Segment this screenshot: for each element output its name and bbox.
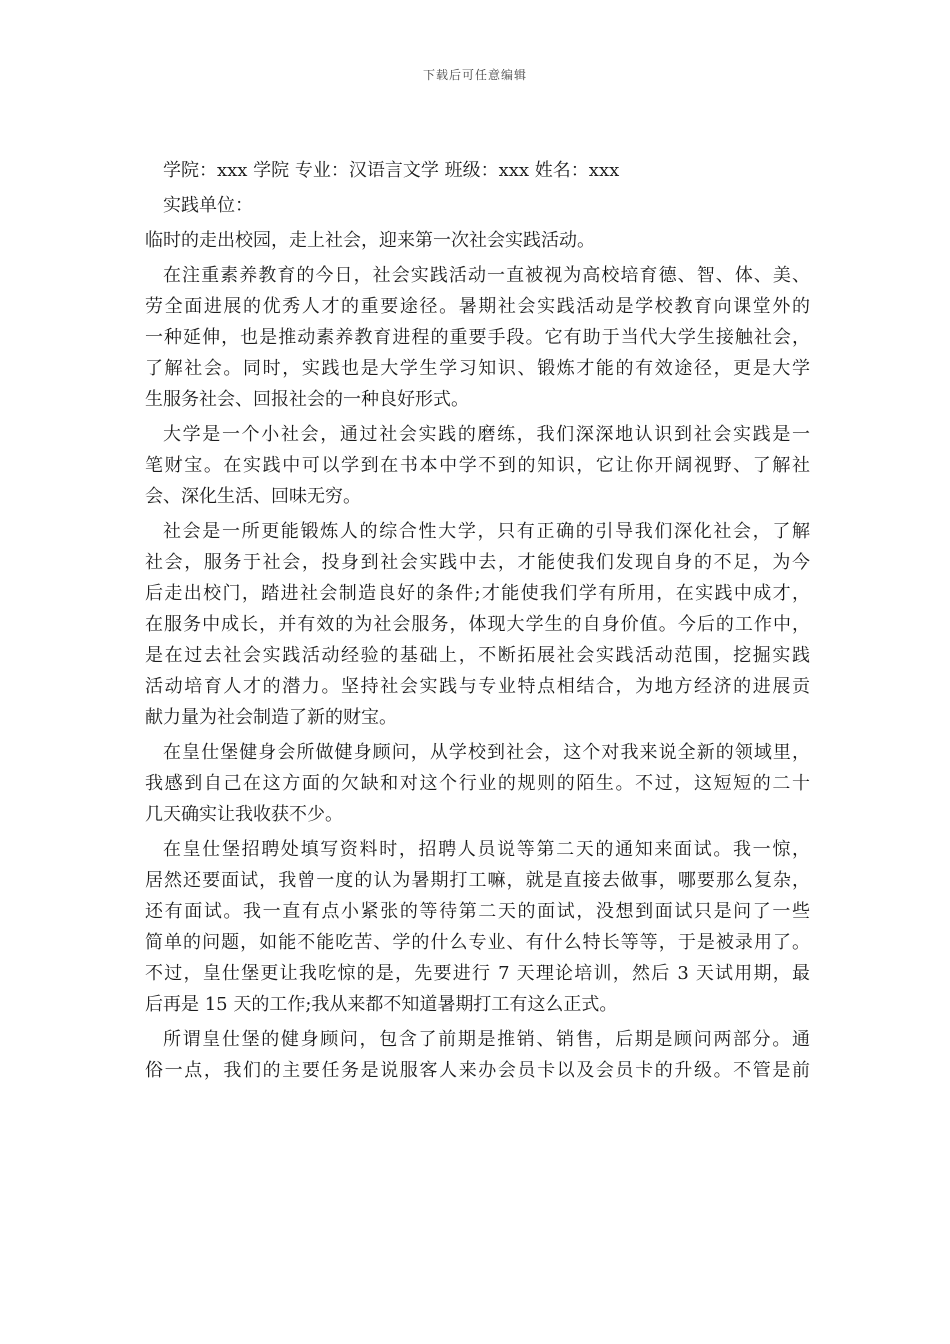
- text-line: 在注重素养教育的今日，社会实践活动一直被视为高校培育德、智、体、美、: [163, 265, 810, 286]
- paragraph-5: [145, 834, 810, 1020]
- text-line: 劳全面进展的优秀人才的重要途径。暑期社会实践活动是学校教育向课堂外的: [145, 296, 810, 317]
- text-line: 所谓皇仕堡的健身顾问，包含了前期是推销、销售，后期是顾问两部分。通: [163, 1029, 810, 1050]
- text-line: 献力量为社会制造了新的财宝。: [145, 707, 397, 728]
- paragraph-4: [145, 737, 810, 830]
- text-line: 还有面试。我一直有点小紧张的等待第二天的面试，没想到面试只是问了一些: [145, 901, 810, 922]
- text-line: 笔财宝。在实践中可以学到在书本中学不到的知识，它让你开阔视野、了解社: [145, 455, 810, 476]
- text-line: 会、深化生活、回味无穷。: [145, 486, 361, 507]
- paragraph-3: [145, 516, 810, 733]
- text-line: 后再是 15 天的工作;我从来都不知道暑期打工有这么正式。: [145, 994, 618, 1015]
- document-body: [145, 155, 810, 1090]
- text-line: 是在过去社会实践活动经验的基础上，不断拓展社会实践活动范围，挖掘实践: [145, 645, 810, 666]
- text-line: 不过，皇仕堡更让我吃惊的是，先要进行 7 天理论培训，然后 3 天试用期，最: [145, 963, 810, 984]
- text-line: 在皇仕堡健身会所做健身顾问，从学校到社会，这个对我来说全新的领域里，: [163, 742, 810, 763]
- text-line: 几天确实让我收获不少。: [145, 804, 343, 825]
- paragraph-1: [145, 260, 810, 415]
- paragraph-intro: [145, 225, 810, 256]
- text-line: 在服务中成长，并有效的为社会服务，体现大学生的自身价值。今后的工作中，: [145, 614, 810, 635]
- paragraph-2: [145, 419, 810, 512]
- text-line: 活动培育人才的潜力。坚持社会实践与专业特点相结合，为地方经济的进展贡: [145, 676, 810, 697]
- text-line: 俗一点，我们的主要任务是说服客人来办会员卡以及会员卡的升级。不管是前: [145, 1060, 810, 1081]
- text-line: 在皇仕堡招聘处填写资料时，招聘人员说等第二天的通知来面试。我一惊，: [163, 839, 810, 860]
- text-line: 一种延伸，也是推动素养教育进程的重要手段。它有助于当代大学生接触社会，: [145, 327, 810, 348]
- paragraph-info: [145, 155, 810, 186]
- text-line: 学院：xxx 学院 专业：汉语言文学 班级：xxx 姓名：xxx: [163, 160, 620, 181]
- text-line: 后走出校门，踏进社会制造良好的条件;才能使我们学有所用，在实践中成才，: [145, 583, 810, 604]
- text-line: 大学是一个小社会，通过社会实践的磨练，我们深深地认识到社会实践是一: [163, 424, 810, 445]
- text-line: 生服务社会、回报社会的一种良好形式。: [145, 389, 469, 410]
- text-line: 社会是一所更能锻炼人的综合性大学，只有正确的引导我们深化社会，了解: [163, 521, 810, 542]
- text-line: 实践单位：: [163, 195, 253, 216]
- text-line: 居然还要面试，我曾一度的认为暑期打工嘛，就是直接去做事，哪要那么复杂，: [145, 870, 810, 891]
- text-line: 简单的问题，如能不能吃苦、学的什么专业、有什么特长等等，于是被录用了。: [145, 932, 810, 953]
- text-line: 我感到自己在这方面的欠缺和对这个行业的规则的陌生。不过，这短短的二十: [145, 773, 810, 794]
- text-line: 了解社会。同时，实践也是大学生学习知识、锻炼才能的有效途径，更是大学: [145, 358, 810, 379]
- paragraph-unit: [145, 190, 810, 221]
- page-header: 下载后可任意编辑: [422, 68, 527, 82]
- text-line: 社会，服务于社会，投身到社会实践中去，才能使我们发现自身的不足，为今: [145, 552, 810, 573]
- paragraph-6: [145, 1024, 810, 1086]
- text-line: 临时的走出校园，走上社会，迎来第一次社会实践活动。: [145, 230, 595, 251]
